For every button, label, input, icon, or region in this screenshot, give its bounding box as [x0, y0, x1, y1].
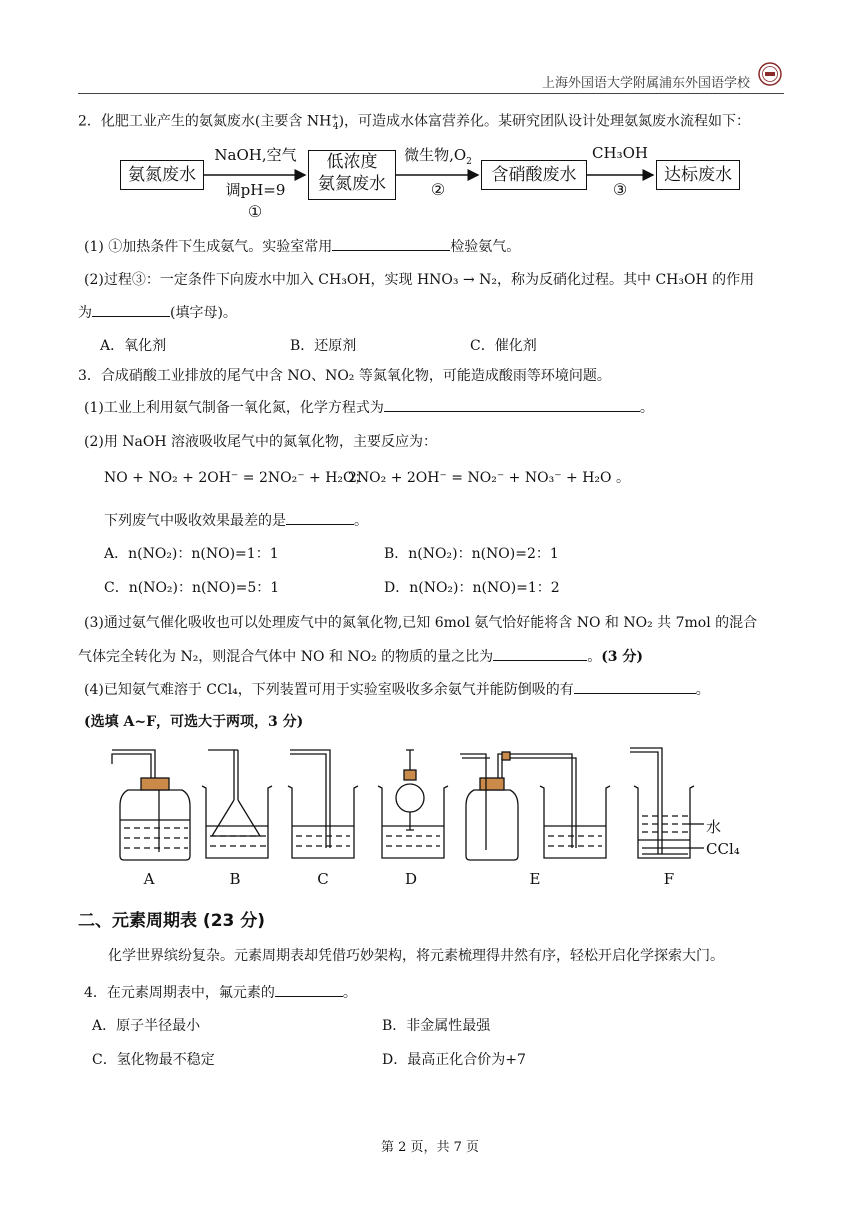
apparatus-d-separatory-beaker	[378, 750, 448, 858]
q2-option-b: B．还原剂	[290, 338, 357, 354]
apparatus-figure	[110, 744, 770, 864]
apparatus-a-gas-bottle	[112, 750, 190, 860]
apparatus-label-e: E	[529, 870, 541, 888]
q2-part2-line1: (2)过程③：一定条件下向废水中加入 CH₃OH，实现 HNO₃ → N₂，称为反硝化过程。其中 CH₃OH 的作用	[84, 272, 755, 288]
q3-intro: 3．合成硝酸工业排放的尾气中含 NO、NO₂ 等氮氧化物，可能造成酸雨等环境问题。	[78, 368, 611, 384]
page-footer: 第 2 页，共 7 页	[380, 1140, 480, 1155]
answer-blank[interactable]	[286, 510, 354, 525]
q4-option-b: B．非金属性最强	[382, 1018, 491, 1034]
label-water: 水	[706, 818, 722, 836]
q4-option-a: A．原子半径最小	[92, 1018, 201, 1034]
q2-part1: (1) ①加热条件下生成氨气。实验室常用 检验氨气。	[84, 236, 520, 257]
apparatus-label-a: A	[143, 870, 155, 888]
q3-option-d: D．n(NO₂)：n(NO)=1：2	[384, 580, 560, 596]
apparatus-c-tube-beaker	[288, 750, 358, 858]
q4-option-d: D．最高正化合价为+7	[382, 1052, 526, 1068]
flow-box2-line1: 低浓度	[326, 152, 378, 172]
flow-step3-number: ③	[612, 180, 628, 199]
apparatus-e-bottle-beaker	[460, 752, 610, 860]
flow-box-nitric-wastewater: 含硝酸废水	[481, 160, 587, 190]
q3-option-a: A．n(NO₂)：n(NO)=1：1	[104, 546, 279, 562]
q3-part2-question: 下列废气中吸收效果最差的是 。	[104, 510, 368, 531]
flow-arrow2-reagent: 微生物$,O_2$	[404, 146, 472, 167]
q3-part3-line1: (3)通过氨气催化吸收也可以处理废气中的氮氧化物,已知 6mol 氨气恰好能将含 NO 和 NO₂ 共 7mol 的混合	[84, 615, 758, 631]
header-rule	[78, 93, 784, 94]
flow-arrow1-reagent: NaOH,空气	[214, 146, 297, 164]
answer-blank[interactable]	[384, 397, 640, 412]
answer-blank[interactable]	[275, 982, 343, 997]
q3-equation1: NO + NO₂ + 2OH⁻ = 2NO₂⁻ + H₂O；	[104, 470, 369, 486]
section-intro: 化学世界缤纷复杂。元素周期表却凭借巧妙架构，将元素梳理得井然有序，轻松开启化学探索大门。	[108, 948, 724, 964]
q3-part1: (1)工业上利用氨气制备一氧化氮，化学方程式为 。	[84, 397, 654, 418]
q3-option-b: B．n(NO₂)：n(NO)=2：1	[384, 546, 559, 562]
flow-step2-number: ②	[430, 180, 446, 199]
school-name: 上海外国语大学附属浦东外国语学校	[541, 76, 750, 91]
apparatus-b-funnel-beaker	[202, 750, 272, 858]
q3-part3-line2: 气体完全转化为 N₂，则混合气体中 NO 和 NO₂ 的物质的量之比为 。(3 分)	[78, 646, 643, 667]
apparatus-label-f: F	[663, 870, 675, 888]
treatment-flow-diagram	[100, 142, 780, 230]
label-ccl4: CCl₄	[706, 840, 740, 858]
flow-box2-line2: 氨氮废水	[318, 174, 386, 194]
section-title: 二、元素周期表 (23 分)	[78, 911, 266, 931]
q2-part2-line2: 为 (填字母)。	[78, 302, 237, 323]
q3-part4-note: (选填 A~F，可选大于两项，3 分)	[84, 714, 304, 730]
q3-equation2: 2NO₂ + 2OH⁻ = NO₂⁻ + NO₃⁻ + H₂O 。	[348, 470, 630, 486]
q4-stem: 4．在元素周期表中，氟元素的 。	[84, 982, 357, 1003]
q3-option-c: C．n(NO₂)：n(NO)=5：1	[104, 580, 280, 596]
answer-blank[interactable]	[92, 302, 170, 317]
q3-part4: (4)已知氨气难溶于 CCl₄，下列装置可用于实验室吸收多余氨气并能防倒吸的有 。	[84, 679, 710, 700]
flow-arrow3-reagent: CH₃OH	[592, 144, 648, 162]
flow-box-low-concentration	[308, 150, 396, 200]
apparatus-label-c: C	[317, 870, 329, 888]
apparatus-f-ccl4-beaker	[630, 748, 704, 858]
flow-step1-number: ①	[247, 202, 263, 221]
q3-part2: (2)用 NaOH 溶液吸收尾气中的氮氧化物，主要反应为：	[84, 434, 438, 450]
flow-arrow1-condition: 调pH=9	[225, 181, 286, 199]
q2-intro: 2．化肥工业产生的氨氮废水(主要含 $NH^+_4$)，可造成水体富营养化。某研究团队设计处理氨氮废水流程如下：	[78, 113, 751, 133]
q2-option-a: A．氧化剂	[100, 338, 167, 354]
q2-option-c: C．催化剂	[470, 338, 537, 354]
answer-blank[interactable]	[574, 679, 696, 694]
flow-box-compliant-water: 达标废水	[656, 160, 740, 190]
q4-option-c: C．氢化物最不稳定	[92, 1052, 215, 1068]
answer-blank[interactable]	[332, 236, 450, 251]
answer-blank[interactable]	[493, 646, 587, 661]
flow-box-ammonia-wastewater: 氨氮废水	[120, 160, 204, 190]
apparatus-label-d: D	[404, 870, 418, 888]
apparatus-label-b: B	[229, 870, 241, 888]
school-seal-icon	[758, 62, 782, 86]
